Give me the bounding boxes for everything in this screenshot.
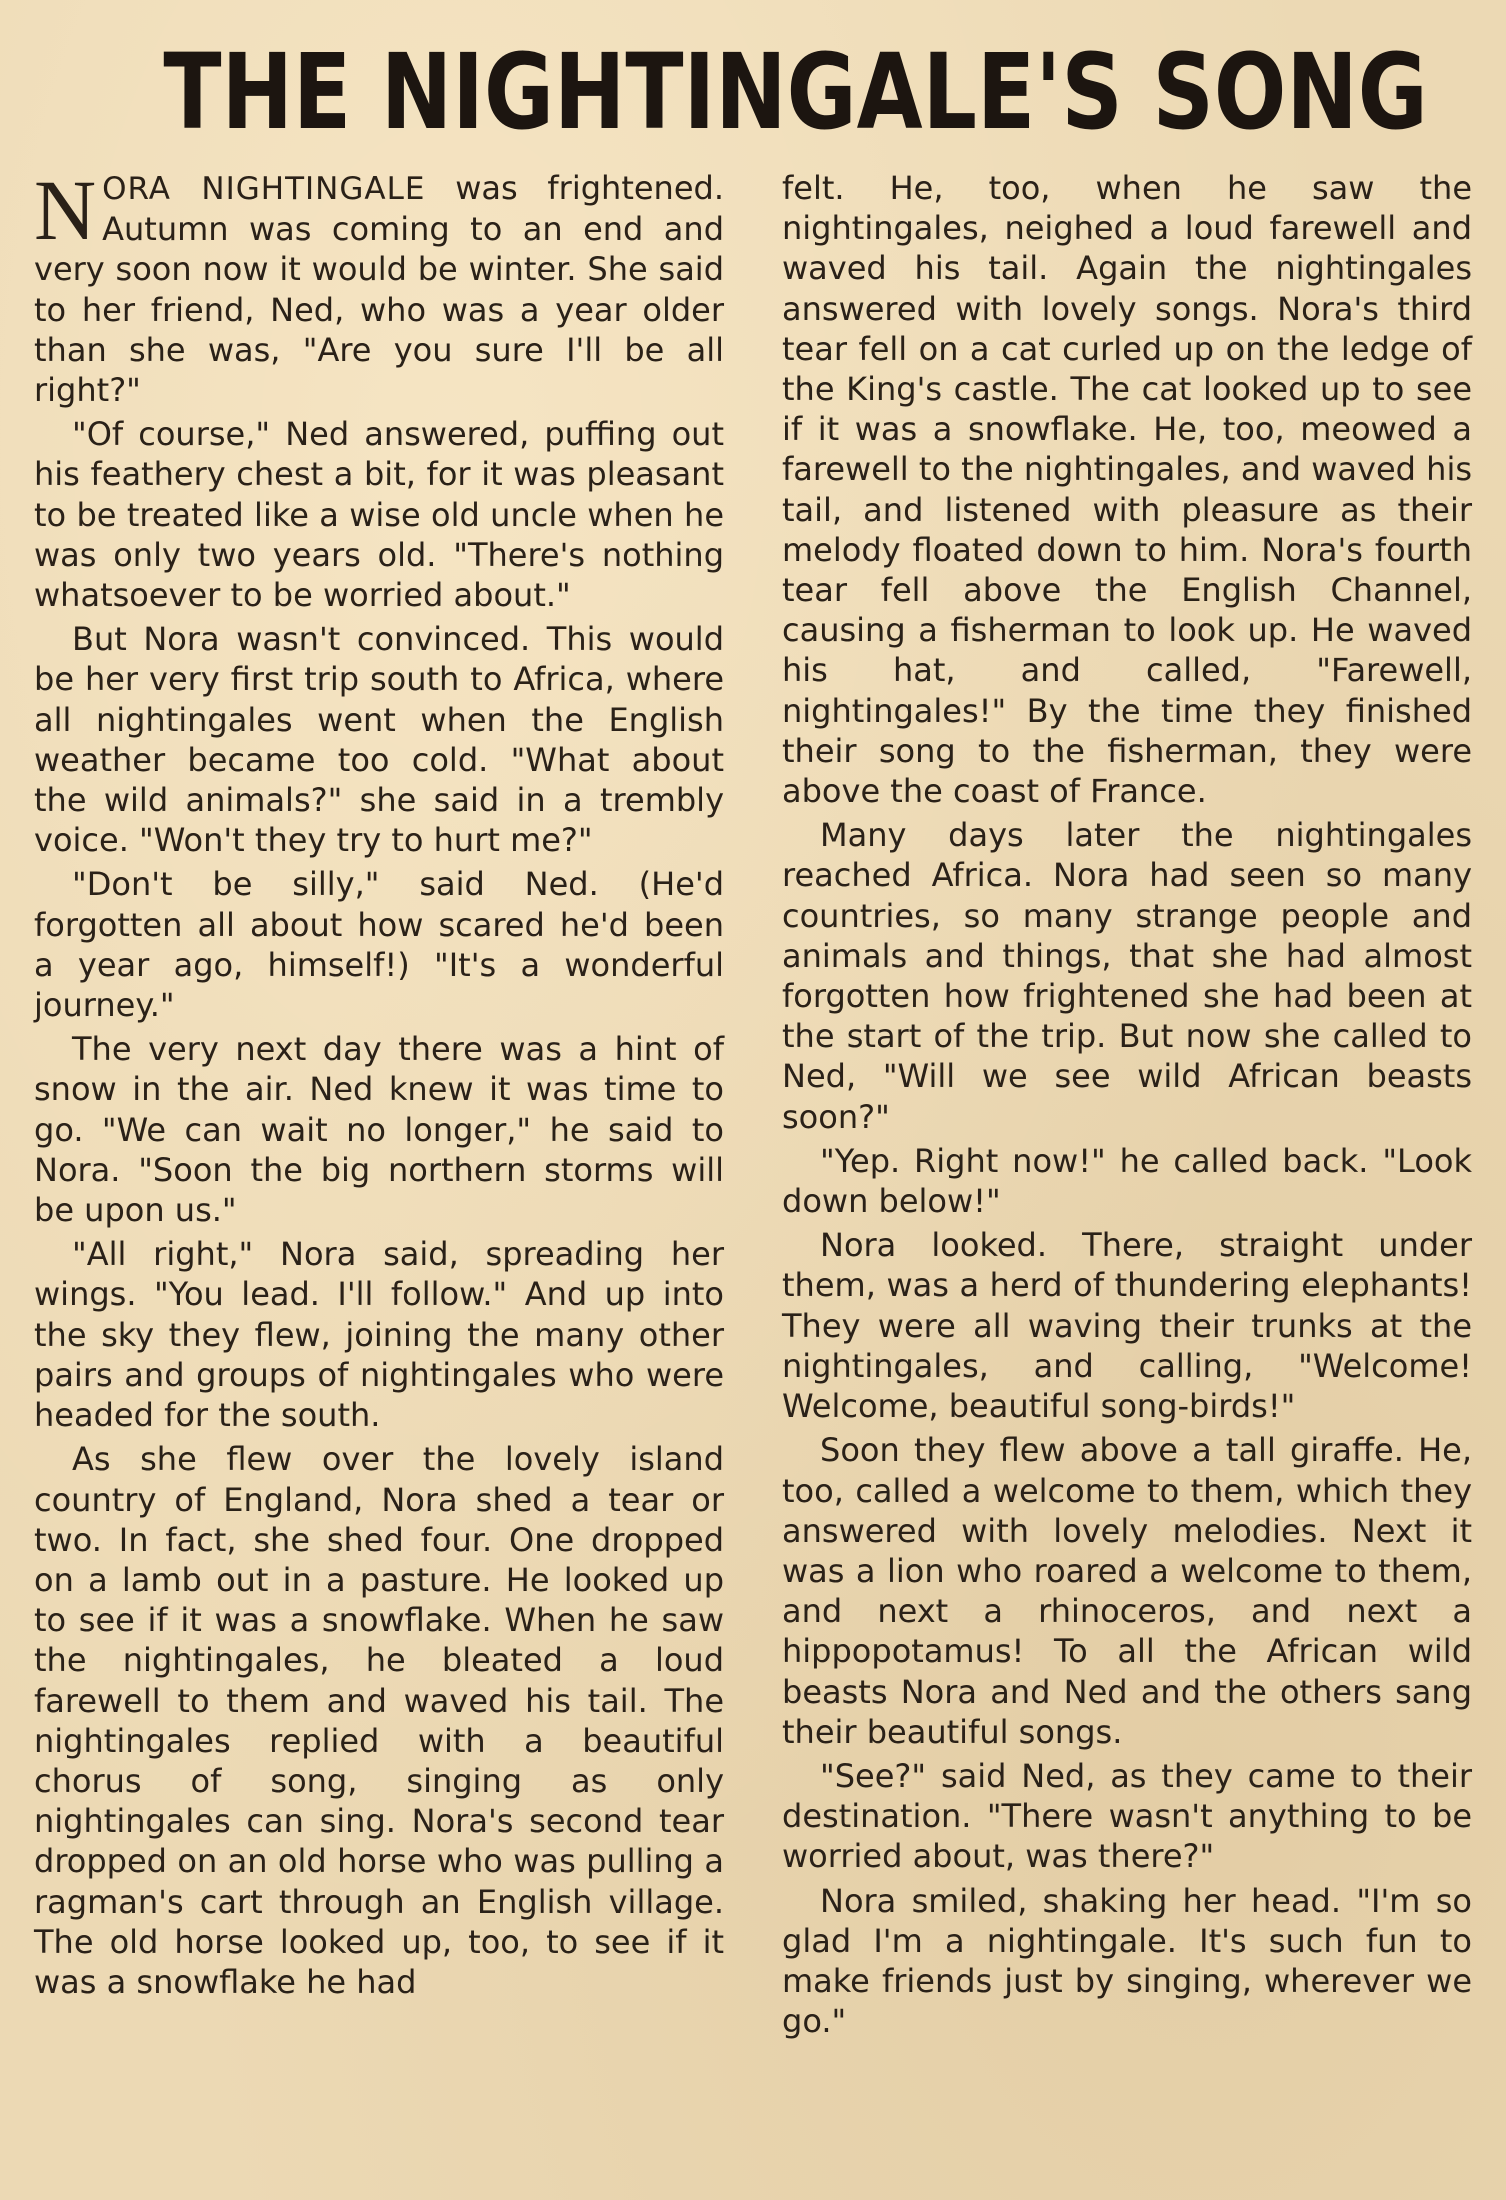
paragraph-11: Soon they flew above a tall giraffe. He, too, called a welcome to them, which they answered with lovely melodies. Next it was a lion who roared a welcome to them, and next a rhinoceros, and next a hippopotamus! To all the African wild beasts Nora and Ned and the others sang their beautiful songs. (782, 1431, 1472, 1751)
paragraph-7: As she flew over the lovely island country of England, Nora shed a tear or two. In fact, she shed four. One dropped on a lamb out in a pasture. He looked up to see if it was a snowflake. When he saw the nightingales, he bleated a loud farewell to them and waved his tail. The nightingales replied with a beautiful chorus of song, singing as only nightingales can sing. Nora's second tear dropped on an old horse who was pulling a ragman's cart through an English village. The old horse looked up, too, to see if it was a snowflake he had (34, 1440, 724, 2001)
story-title: THE NIGHTINGALE'S SONG (163, 31, 1428, 153)
story-columns (34, 162, 1472, 2041)
paragraph-6: "All right," Nora said, spreading her wings. "You lead. I'll follow." And up into the sky they flew, joining the many other pairs and groups of nightingales who were headed for the south. (34, 1235, 724, 1435)
paragraph-4: "Don't be silly," said Ned. (He'd forgotten all about how scared he'd been a year ago, himself!) "It's a wonderful journey." (34, 865, 724, 1025)
paragraph-7-continued: felt. He, too, when he saw the nightingales, neighed a loud farewell and waved his tail. Again the nightingales answered with lovely songs. Nora's third tear fell on a cat curled up on the ledge of the King's castle. The cat looked up to see if it was a snowflake. He, too, meowed a farewell to the nightingales, and waved his tail, and listened with pleasure as their melody floated down to him. Nora's fourth tear fell above the English Channel, causing a fisherman to look up. He waved his hat, and called, "Farewell, nightingales!" By the time they finished their song to the fisherman, they were above the coast of France. (782, 169, 1472, 811)
left-column (34, 162, 724, 2041)
paragraph-1-text: was frightened. Autumn was coming to an end and very soon now it would be winter. She said to her friend, Ned, who was a year older than she was, "Are you sure I'll be all right?" (34, 169, 724, 410)
paragraph-13: Nora smiled, shaking her head. "I'm so glad I'm a nightingale. It's such fun to make friends just by singing, wherever we go." (782, 1881, 1472, 2041)
paragraph-1 (34, 162, 724, 410)
drop-cap: N (34, 162, 97, 258)
paragraph-3: But Nora wasn't convinced. This would be her very first trip south to Africa, where all nightingales went when the English weather became too cold. "What about the wild animals?" she said in a trembly voice. "Won't they try to hurt me?" (34, 620, 724, 860)
paragraph-12: "See?" said Ned, as they came to their destination. "There wasn't anything to be worried about, was there?" (782, 1756, 1472, 1876)
paragraph-5: The very next day there was a hint of snow in the air. Ned knew it was time to go. "We can wait no longer," he said to Nora. "Soon the big northern storms will be upon us." (34, 1030, 724, 1230)
paragraph-8: Many days later the nightingales reached Africa. Nora had seen so many countries, so many strange people and animals and things, that she had almost forgotten how frightened she had been at the start of the trip. But now she called to Ned, "Will we see wild African beasts soon?" (782, 816, 1472, 1136)
right-column (782, 168, 1472, 2041)
opening-caps: ORA NIGHTINGALE (102, 171, 426, 207)
paragraph-10: Nora looked. There, straight under them, was a herd of thundering elephants! They were all waving their trunks at the nightingales, and calling, "Welcome! Welcome, beautiful song-birds!" (782, 1226, 1472, 1426)
paragraph-9: "Yep. Right now!" he called back. "Look down below!" (782, 1141, 1472, 1221)
paragraph-2: "Of course," Ned answered, puffing out his feathery chest a bit, for it was pleasant to be treated like a wise old uncle when he was only two years old. "There's nothing whatsoever to be worried about." (34, 415, 724, 615)
